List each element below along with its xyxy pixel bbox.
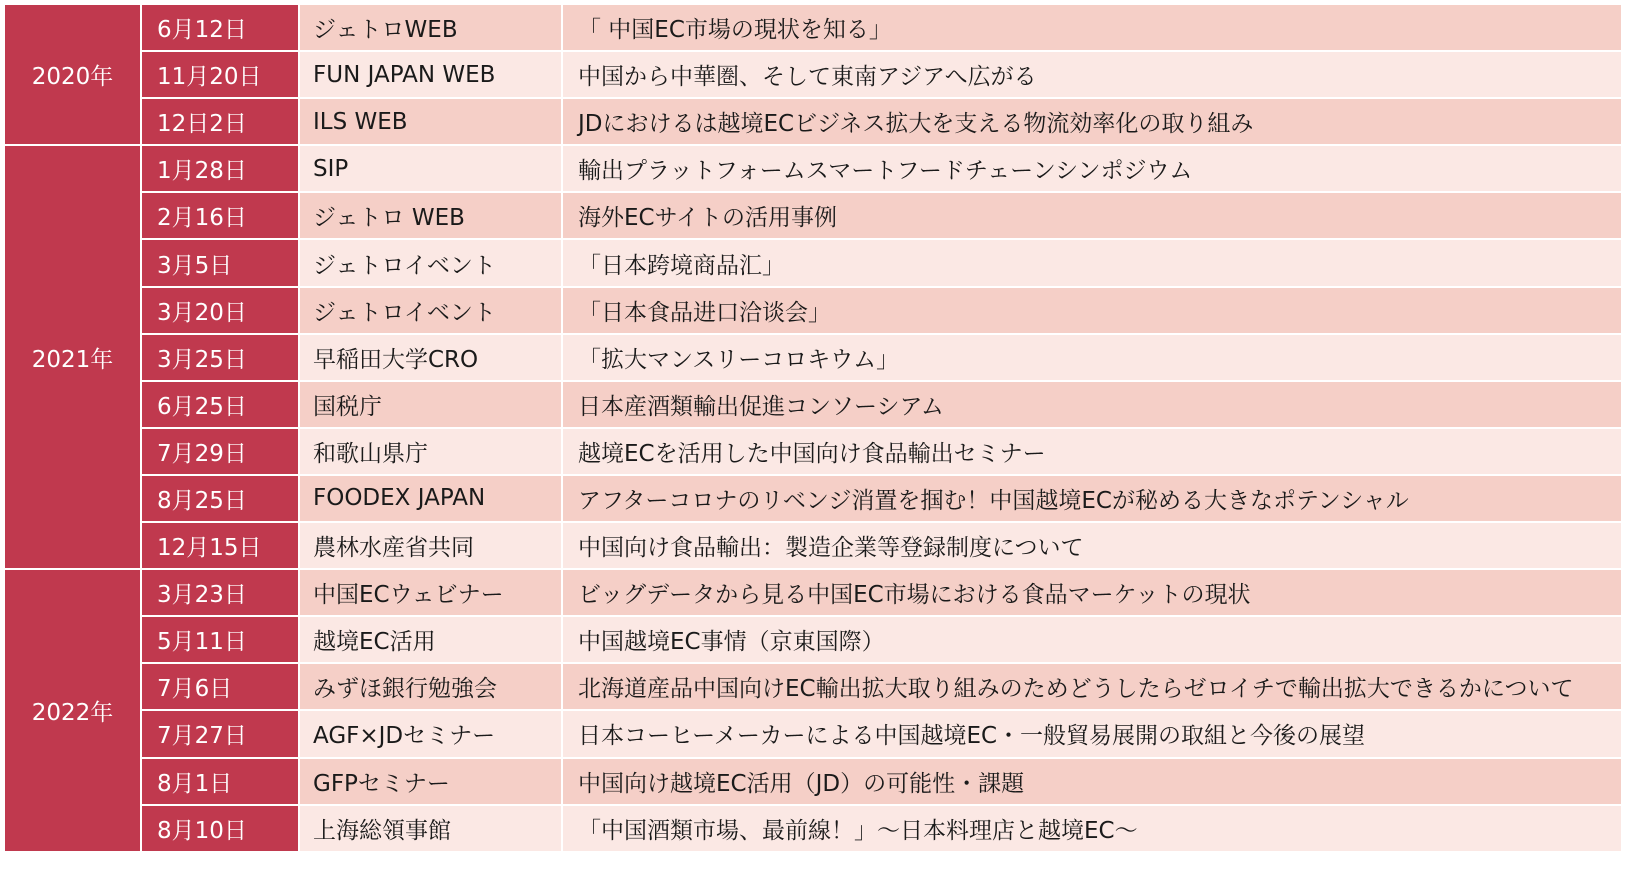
organizer-cell: ジェトロWEB <box>299 4 562 51</box>
organizer-cell: 中国ECウェビナー <box>299 569 562 616</box>
organizer-cell: SIP <box>299 145 562 192</box>
date-cell: 5月11日 <box>141 616 299 663</box>
event-title-cell: 「拡大マンスリーコロキウム」 <box>562 334 1622 381</box>
year-cell: 2021年 <box>4 145 141 569</box>
table-row <box>4 192 1622 239</box>
table-row <box>4 805 1622 852</box>
event-title-cell: 中国から中華圏、そして東南アジアへ広がる <box>562 51 1622 98</box>
event-title-cell: 日本コーヒーメーカーによる中国越境EC・一般貿易展開の取組と今後の展望 <box>562 710 1622 757</box>
event-title-cell: 中国向け食品輸出：製造企業等登録制度について <box>562 522 1622 569</box>
event-title-cell: 越境ECを活用した中国向け食品輸出セミナー <box>562 428 1622 475</box>
organizer-cell: ジェトロ WEB <box>299 192 562 239</box>
organizer-cell: ジェトロイベント <box>299 287 562 334</box>
date-cell: 3月23日 <box>141 569 299 616</box>
table-row <box>4 4 1622 51</box>
event-title-cell: 「 中国EC市場の現状を知る」 <box>562 4 1622 51</box>
organizer-cell: みずほ銀行勉強会 <box>299 663 562 710</box>
date-cell: 1月28日 <box>141 145 299 192</box>
date-cell: 6月25日 <box>141 381 299 428</box>
event-title-cell: 輸出プラットフォームスマートフードチェーンシンポジウム <box>562 145 1622 192</box>
event-title-cell: 中国向け越境EC活用（JD）の可能性・課題 <box>562 758 1622 805</box>
date-cell: 3月5日 <box>141 239 299 286</box>
date-cell: 7月27日 <box>141 710 299 757</box>
table-row <box>4 381 1622 428</box>
date-cell: 12日2日 <box>141 98 299 145</box>
organizer-cell: 越境EC活用 <box>299 616 562 663</box>
date-cell: 8月1日 <box>141 758 299 805</box>
event-title-cell: 日本産酒類輸出促進コンソーシアム <box>562 381 1622 428</box>
event-title-cell: JDにおけるは越境ECビジネス拡大を支える物流効率化の取り組み <box>562 98 1622 145</box>
table-row <box>4 239 1622 286</box>
date-cell: 6月12日 <box>141 4 299 51</box>
table-row <box>4 522 1622 569</box>
organizer-cell: GFPセミナー <box>299 758 562 805</box>
organizer-cell: ILS WEB <box>299 98 562 145</box>
event-title-cell: 海外ECサイトの活用事例 <box>562 192 1622 239</box>
date-cell: 7月29日 <box>141 428 299 475</box>
organizer-cell: 農林水産省共同 <box>299 522 562 569</box>
table-row <box>4 334 1622 381</box>
table-row <box>4 475 1622 522</box>
table-row <box>4 569 1622 616</box>
table-row <box>4 710 1622 757</box>
date-cell: 3月20日 <box>141 287 299 334</box>
event-title-cell: アフターコロナのリベンジ消置を掴む！中国越境ECが秘める大きなポテンシャル <box>562 475 1622 522</box>
organizer-cell: 和歌山県庁 <box>299 428 562 475</box>
date-cell: 11月20日 <box>141 51 299 98</box>
table-row <box>4 428 1622 475</box>
date-cell: 2月16日 <box>141 192 299 239</box>
table-row <box>4 145 1622 192</box>
event-title-cell: 「日本跨境商品汇」 <box>562 239 1622 286</box>
event-schedule-table <box>3 3 1623 853</box>
event-title-cell: 北海道産品中国向けEC輸出拡大取り組みのためどうしたらゼロイチで輸出拡大できるかについて <box>562 663 1622 710</box>
date-cell: 8月10日 <box>141 805 299 852</box>
table-row <box>4 616 1622 663</box>
date-cell: 3月25日 <box>141 334 299 381</box>
table-row <box>4 98 1622 145</box>
date-cell: 8月25日 <box>141 475 299 522</box>
organizer-cell: 国税庁 <box>299 381 562 428</box>
organizer-cell: 早稲田大学CRO <box>299 334 562 381</box>
table-row <box>4 287 1622 334</box>
event-title-cell: 中国越境EC事情（京東国際） <box>562 616 1622 663</box>
event-title-cell: ビッグデータから見る中国EC市場における食品マーケットの現状 <box>562 569 1622 616</box>
table-row <box>4 51 1622 98</box>
organizer-cell: AGF×JDセミナー <box>299 710 562 757</box>
year-cell: 2020年 <box>4 4 141 145</box>
date-cell: 7月6日 <box>141 663 299 710</box>
date-cell: 12月15日 <box>141 522 299 569</box>
organizer-cell: 上海総領事館 <box>299 805 562 852</box>
table-row <box>4 663 1622 710</box>
year-cell: 2022年 <box>4 569 141 852</box>
organizer-cell: FUN JAPAN WEB <box>299 51 562 98</box>
organizer-cell: FOODEX JAPAN <box>299 475 562 522</box>
event-title-cell: 「中国酒類市場、最前線！」～日本料理店と越境EC～ <box>562 805 1622 852</box>
table-row <box>4 758 1622 805</box>
event-title-cell: 「日本食品进口洽谈会」 <box>562 287 1622 334</box>
organizer-cell: ジェトロイベント <box>299 239 562 286</box>
